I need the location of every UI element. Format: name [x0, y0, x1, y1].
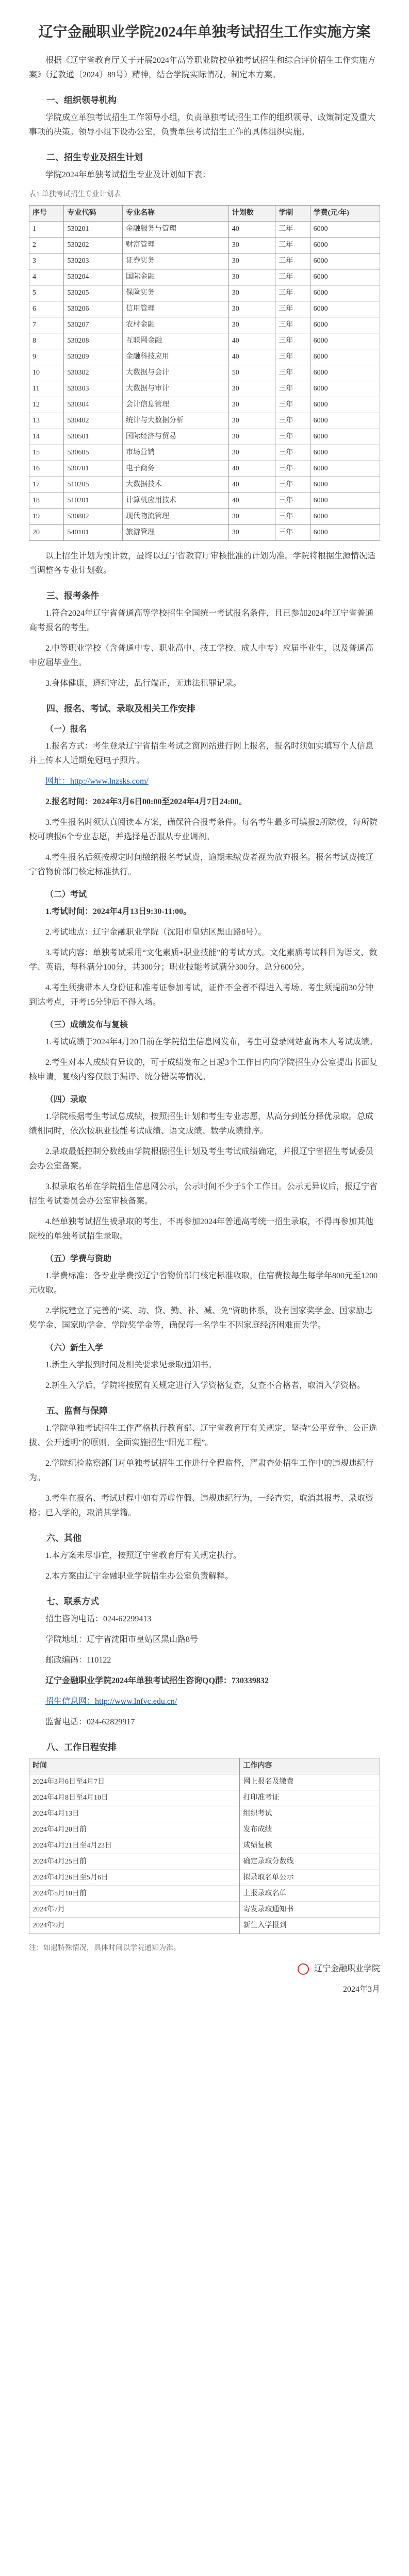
table-cell: 三年 — [275, 238, 310, 253]
table-cell: 19 — [29, 509, 64, 525]
section-paragraph: 1.学院根据考生考试总成绩，按照招生计划和考生专业志愿，从高分到低分择优录取。总成绩相同时，依次按职业技能考试成绩、语文成绩、数学成绩排序。 — [29, 1112, 374, 1136]
table-cell: 530304 — [64, 397, 123, 413]
subsection-heading: （六）新生入学 — [45, 1344, 104, 1352]
table-header-row — [29, 1758, 380, 1774]
table-cell: 6000 — [310, 365, 380, 381]
table-header-cell: 序号 — [29, 206, 64, 222]
table-cell: 6000 — [310, 397, 380, 413]
table-row — [29, 493, 380, 509]
table-cell: 国际经济与贸易 — [123, 429, 229, 445]
subsection-heading: （二）考试 — [45, 890, 87, 899]
table-cell: 30 — [228, 269, 275, 285]
table-cell: 6000 — [310, 445, 380, 461]
table-header-cell: 专业代码 — [64, 206, 123, 222]
section-paragraph: 1.符合2024年辽宁省普通高等学校招生全国统一考试报名条件，且已参加2024年辽宁省普通高考报名的考生。 — [29, 609, 374, 632]
table-row — [29, 445, 380, 461]
table-cell: 三年 — [275, 381, 310, 397]
table-cell: 2024年7月 — [29, 1902, 240, 1918]
table-cell: 40 — [228, 477, 275, 493]
table-cell: 金融服务与管理 — [123, 222, 229, 238]
table-header-cell: 学费(元/年) — [310, 206, 380, 222]
table-cell: 3 — [29, 253, 64, 269]
section-paragraph: 1.新生入学报到时间及相关要求见录取通知书。 — [45, 1361, 217, 1369]
table-cell: 16 — [29, 461, 64, 477]
table-cell: 1 — [29, 222, 64, 238]
program-table-body — [29, 222, 380, 541]
table-header-cell: 学制 — [275, 206, 310, 222]
table-cell: 30 — [228, 509, 275, 525]
table-cell: 国际金融 — [123, 269, 229, 285]
table-cell: 50 — [228, 365, 275, 381]
table-row — [29, 1886, 380, 1902]
table-cell: 6000 — [310, 301, 380, 317]
table-cell: 三年 — [275, 333, 310, 349]
table-cell: 6000 — [310, 413, 380, 429]
table-cell: 20 — [29, 525, 64, 541]
table-cell: 40 — [228, 222, 275, 238]
table-cell: 30 — [228, 285, 275, 301]
table-cell: 6000 — [310, 509, 380, 525]
table-cell: 2024年9月 — [29, 1918, 240, 1934]
table-cell: 2024年4月25日前 — [29, 1854, 240, 1870]
table-row — [29, 509, 380, 525]
table-cell: 40 — [228, 333, 275, 349]
section-paragraph: 2.本方案由辽宁金融职业学院招生办公室负责解释。 — [45, 1572, 234, 1581]
table-cell: 30 — [228, 381, 275, 397]
table-cell: 14 — [29, 429, 64, 445]
table-cell: 6000 — [310, 381, 380, 397]
table-cell: 三年 — [275, 525, 310, 541]
table-row — [29, 238, 380, 253]
table-cell: 530206 — [64, 301, 123, 317]
section-heading: 七、联系方式 — [46, 1597, 99, 1606]
table-cell: 旅游管理 — [123, 525, 229, 541]
subsection-heading: （三）成绩发布与复核 — [45, 1021, 128, 1029]
table-header-cell: 时间 — [29, 1758, 240, 1774]
table-cell: 530203 — [64, 253, 123, 269]
table-cell: 7 — [29, 317, 64, 333]
table-cell: 6000 — [310, 525, 380, 541]
table-cell: 40 — [228, 461, 275, 477]
table-cell: 30 — [228, 429, 275, 445]
table-cell: 三年 — [275, 413, 310, 429]
table-cell: 2024年4月26日至5月6日 — [29, 1870, 240, 1886]
table-cell: 15 — [29, 445, 64, 461]
table-cell: 13 — [29, 413, 64, 429]
table-cell: 现代物流管理 — [123, 509, 229, 525]
contact-line: 辽宁金融职业学院2024年单独考试招生咨询QQ群：730339832 — [45, 1676, 269, 1685]
table-cell: 30 — [228, 238, 275, 253]
table-row — [29, 333, 380, 349]
table-cell: 三年 — [275, 285, 310, 301]
table-cell: 530802 — [64, 509, 123, 525]
table-cell: 互联网金融 — [123, 333, 229, 349]
table-row — [29, 349, 380, 365]
section-paragraph: 2.录取最低控制分数线由学院根据招生计划及考生考试成绩确定，并报辽宁省招生考试委员会办公室备案。 — [29, 1147, 374, 1171]
table-header-cell: 计划数 — [228, 206, 275, 222]
intro-paragraph: 根据《辽宁省教育厅关于开展2024年高等职业院校单独考试招生和综合评价招生工作实施方案》（辽教通〔2024〕89号）精神，结合学院实际情况，制定本方案。 — [29, 56, 376, 79]
table-cell: 6000 — [310, 477, 380, 493]
table-cell: 530605 — [64, 445, 123, 461]
table-row — [29, 1902, 380, 1918]
contact-line: 邮政编码：110122 — [45, 1656, 111, 1665]
table-cell: 30 — [228, 413, 275, 429]
table-cell: 530701 — [64, 461, 123, 477]
table-cell: 8 — [29, 333, 64, 349]
table-cell: 30 — [228, 525, 275, 541]
table-cell: 17 — [29, 477, 64, 493]
section-paragraph: 3.身体健康，遵纪守法，品行端正，无违法犯罪记录。 — [45, 679, 242, 688]
table-row — [29, 269, 380, 285]
section-paragraph: 4.经单独考试招生被录取的考生，不再参加2024年普通高考统一招生录取，不得再参加其他院校的单独考试招生录取。 — [29, 1217, 374, 1241]
table-cell: 12 — [29, 397, 64, 413]
section-heading: 三、报考条件 — [46, 591, 99, 601]
table-cell: 保险实务 — [123, 285, 229, 301]
table-cell: 9 — [29, 349, 64, 365]
table-cell: 6 — [29, 301, 64, 317]
table-cell: 大数据与审计 — [123, 381, 229, 397]
table-cell: 三年 — [275, 445, 310, 461]
subsection-heading: （四）录取 — [45, 1095, 87, 1104]
table-cell: 510201 — [64, 493, 123, 509]
table-cell: 530202 — [64, 238, 123, 253]
schedule-table — [29, 1758, 380, 1934]
table-cell: 寄发录取通知书 — [240, 1902, 380, 1918]
section-paragraph: 3.考试内容：单独考试采用“文化素质+职业技能”的考试方式。文化素质考试科目为语文、数学、英语，每科满分100分，共300分；职业技能考试满分300分。总分600分。 — [29, 948, 378, 972]
section-paragraph: 2.学院纪检监察部门对单独考试招生工作进行全程监督，严肃查处招生工作中的违规违纪行为。 — [29, 1459, 374, 1482]
admissions-website-link[interactable]: 招生信息网：http://www.lnfvc.edu.cn/ — [45, 1697, 177, 1706]
table-cell: 10 — [29, 365, 64, 381]
table-cell: 信用管理 — [123, 301, 229, 317]
table-cell: 2024年3月6日至4月7日 — [29, 1774, 240, 1790]
table-cell: 三年 — [275, 365, 310, 381]
table-cell: 530209 — [64, 349, 123, 365]
table-cell: 30 — [228, 445, 275, 461]
contact-line — [29, 1694, 380, 1709]
table-row — [29, 1854, 380, 1870]
table-cell: 30 — [228, 317, 275, 333]
section-paragraph: 2.中等职业学校（含普通中专、职业高中、技工学校、成人中专）应届毕业生，以及普通高中应届毕业生。 — [29, 644, 374, 667]
table-cell: 530208 — [64, 333, 123, 349]
table-row — [29, 477, 380, 493]
table-cell: 三年 — [275, 397, 310, 413]
table-cell: 确定录取分数线 — [240, 1854, 380, 1870]
table-cell: 18 — [29, 493, 64, 509]
table-cell: 财富管理 — [123, 238, 229, 253]
schedule-footnote: 注：如遇特殊情况，具体时间以学院通知为准。 — [29, 1944, 181, 1952]
seal-icon — [298, 1963, 309, 1975]
table-cell: 农村金融 — [123, 317, 229, 333]
table-cell: 6000 — [310, 429, 380, 445]
table-cell: 三年 — [275, 429, 310, 445]
section-paragraph: 1.报名方式：考生登录辽宁省招生考试之窗网站进行网上报名，报名时须如实填写个人信息并上传本人近期免冠电子照片。 — [29, 742, 374, 765]
table-row — [29, 365, 380, 381]
table-cell: 530207 — [64, 317, 123, 333]
table-cell: 打印准考证 — [240, 1790, 380, 1806]
table-cell: 三年 — [275, 477, 310, 493]
section-paragraph: 2.考生对本人成绩有异议的，可于成绩发布之日起3个工作日内向学院招生办公室提出书面复核申请，复核内容仅限于漏评、统分错误等情况。 — [29, 1058, 378, 1081]
section-paragraph: 1.学费标准：各专业学费按辽宁省物价部门核定标准收取，住宿费按每生每学年800元至1200元收取。 — [29, 1272, 378, 1295]
table-row — [29, 1838, 380, 1854]
table-cell: 530201 — [64, 222, 123, 238]
table-row — [29, 285, 380, 301]
subsection-heading: （一）报名 — [45, 725, 87, 734]
table-cell: 6000 — [310, 349, 380, 365]
table-cell: 市场营销 — [123, 445, 229, 461]
table-cell: 530302 — [64, 365, 123, 381]
table-cell: 30 — [228, 301, 275, 317]
table-cell: 拟录取名单公示 — [240, 1870, 380, 1886]
table-cell: 11 — [29, 381, 64, 397]
table-cell: 2024年4月13日 — [29, 1806, 240, 1822]
table-row — [29, 1918, 380, 1934]
table-cell: 计算机应用技术 — [123, 493, 229, 509]
section-heading: 八、工作日程安排 — [46, 1742, 117, 1752]
table-cell: 三年 — [275, 509, 310, 525]
section-paragraph: 1.学院单独考试招生工作严格执行教育部、辽宁省教育厅有关规定，坚持“公平竞争、公正选拔、公开透明”的原则，全面实施招生“阳光工程”。 — [29, 1424, 378, 1447]
table-row — [29, 1774, 380, 1790]
table-cell: 6000 — [310, 222, 380, 238]
table-caption: 表1 单独考试招生专业计划表 — [29, 191, 121, 198]
table-cell: 530204 — [64, 269, 123, 285]
section-heading: 一、组织领导机构 — [46, 95, 117, 105]
table-cell: 三年 — [275, 349, 310, 365]
table-cell: 530303 — [64, 381, 123, 397]
section-heading: 二、招生专业及招生计划 — [46, 152, 143, 162]
section-paragraph: 2.学院建立了完善的“奖、助、贷、勤、补、减、免”资助体系，设有国家奖学金、国家励志奖学金、国家助学金、学院奖学金等，确保每一名学生不因家庭经济困难而失学。 — [29, 1307, 373, 1330]
table-cell: 成绩复核 — [240, 1838, 380, 1854]
section-heading: 六、其他 — [46, 1533, 81, 1543]
section-paragraph: 1.考试成绩于2024年4月20日前在学院招生信息网发布，考生可登录网站查询本人考试成绩。 — [45, 1038, 378, 1046]
table-cell: 三年 — [275, 301, 310, 317]
program-table — [29, 205, 380, 541]
table-cell: 2 — [29, 238, 64, 253]
table-cell: 三年 — [275, 461, 310, 477]
table-cell: 30 — [228, 397, 275, 413]
table-row — [29, 1870, 380, 1886]
table-row — [29, 1790, 380, 1806]
table-cell: 会计信息管理 — [123, 397, 229, 413]
table-cell: 530205 — [64, 285, 123, 301]
table-cell: 540101 — [64, 525, 123, 541]
contact-line: 学院地址：辽宁省沈阳市皇姑区黑山路8号 — [45, 1635, 199, 1644]
section-paragraph: 3.考生报名时须认真阅读本方案，确保符合报考条件。每名考生最多可填报2所院校，每所院校可填报6个专业志愿，并选择是否服从专业调剂。 — [29, 818, 378, 841]
section-paragraph: 学院成立单独考试招生工作领导小组，负责单独考试招生工作的组织领导、政策制定及重大事项的决策。领导小组下设办公室，负责单独考试招生工作的具体组织实施。 — [29, 113, 376, 137]
table-row — [29, 1806, 380, 1822]
table-cell: 发布成绩 — [240, 1822, 380, 1838]
table-cell: 2024年4月8日至4月10日 — [29, 1790, 240, 1806]
section-paragraph: 4.考生须携带本人身份证和准考证参加考试，证件不全者不得进入考场。考生须提前30分钟到达考点，开考15分钟后不得入场。 — [29, 984, 374, 1007]
table-cell: 40 — [228, 349, 275, 365]
table-row — [29, 413, 380, 429]
footer-org — [29, 1962, 380, 1976]
table-cell: 大数据技术 — [123, 477, 229, 493]
table-cell: 6000 — [310, 461, 380, 477]
table-row — [29, 317, 380, 333]
table-cell: 6000 — [310, 493, 380, 509]
registration-link[interactable]: 网址：http://www.lnzsks.com/ — [45, 777, 149, 786]
table-header-cell: 工作内容 — [240, 1758, 380, 1774]
table-header-cell: 专业名称 — [123, 206, 229, 222]
page-title: 辽宁金融职业学院2024年单独考试招生工作实施方案 — [38, 24, 371, 40]
section-paragraph: 3.考生在报名、考试过程中如有弄虚作假、违规违纪行为，一经查实，取消其报考、录取资格；已入学的，取消其学籍。 — [29, 1494, 374, 1517]
section-paragraph: 3.拟录取名单在学院招生信息网公示，公示时间不少于5个工作日。公示无异议后，报辽宁省招生考试委员会办公室审核备案。 — [29, 1182, 378, 1206]
subsection-heading: （五）学费与资助 — [45, 1255, 112, 1263]
table-cell: 网上报名及缴费 — [240, 1774, 380, 1790]
table-cell: 大数据与会计 — [123, 365, 229, 381]
section-paragraph: 4.考生报名后须按规定时间缴纳报名考试费，逾期未缴费者视为放弃报名。报名考试费按辽宁省物价部门核定标准执行。 — [29, 853, 374, 876]
section-heading: 五、监督与保障 — [46, 1406, 108, 1416]
table-cell: 新生入学报到 — [240, 1918, 380, 1934]
contact-line: 招生咨询电话：024-62299413 — [45, 1615, 152, 1623]
footer-date: 2024年3月 — [342, 1985, 380, 1994]
schedule-table-body — [29, 1774, 380, 1934]
footer-org-name: 辽宁金融职业学院 — [314, 1964, 380, 1973]
table-cell: 电子商务 — [123, 461, 229, 477]
table-row — [29, 381, 380, 397]
table-row — [29, 301, 380, 317]
table-cell: 2024年5月10日前 — [29, 1886, 240, 1902]
table-row — [29, 1822, 380, 1838]
table-cell: 三年 — [275, 222, 310, 238]
table-cell: 证券实务 — [123, 253, 229, 269]
table-row — [29, 429, 380, 445]
table-cell: 530402 — [64, 413, 123, 429]
link-paragraph — [29, 774, 380, 789]
table-row — [29, 397, 380, 413]
section-paragraph: 2.新生入学后，学院将按照有关规定进行入学资格复查，复查不合格者，取消入学资格。 — [45, 1381, 366, 1390]
table-cell: 40 — [228, 493, 275, 509]
table-cell: 三年 — [275, 253, 310, 269]
table-cell: 510205 — [64, 477, 123, 493]
section-paragraph: 以上招生计划为预计数，最终以辽宁省教育厅审核批准的计划为准。学院将根据生源情况适当调整各专业计划数。 — [29, 552, 376, 575]
table-row — [29, 525, 380, 541]
table-cell: 三年 — [275, 269, 310, 285]
table-cell: 2024年4月20日前 — [29, 1822, 240, 1838]
table-cell: 三年 — [275, 317, 310, 333]
table-cell: 6000 — [310, 238, 380, 253]
section-paragraph: 学院2024年单独考试招生专业及计划如下表： — [45, 171, 211, 179]
section-paragraph: 1.本方案未尽事宜，按照辽宁省教育厅有关规定执行。 — [45, 1551, 242, 1560]
contact-line: 监督电话：024-62829917 — [45, 1718, 135, 1726]
table-cell: 6000 — [310, 333, 380, 349]
table-cell: 6000 — [310, 253, 380, 269]
table-cell: 5 — [29, 285, 64, 301]
table-cell: 6000 — [310, 317, 380, 333]
section-paragraph: 1.考试时间：2024年4月13日9:30-11:00。 — [45, 907, 192, 916]
table-row — [29, 461, 380, 477]
table-cell: 6000 — [310, 269, 380, 285]
table-cell: 4 — [29, 269, 64, 285]
table-cell: 上报录取名单 — [240, 1886, 380, 1902]
table-cell: 6000 — [310, 285, 380, 301]
table-cell: 530501 — [64, 429, 123, 445]
table-cell: 2024年4月21日至4月23日 — [29, 1838, 240, 1854]
section-paragraph: 2.报名时间：2024年3月6日00:00至2024年4月7日24:00。 — [45, 798, 247, 806]
table-cell: 30 — [228, 253, 275, 269]
table-cell: 统计与大数据分析 — [123, 413, 229, 429]
table-cell: 三年 — [275, 493, 310, 509]
section-paragraph: 2.考试地点：辽宁金融职业学院（沈阳市皇姑区黑山路8号）。 — [45, 928, 267, 937]
table-header-row — [29, 206, 380, 222]
table-row — [29, 222, 380, 238]
table-cell: 金融科技应用 — [123, 349, 229, 365]
section-heading: 四、报名、考试、录取及相关工作安排 — [46, 704, 195, 714]
table-row — [29, 253, 380, 269]
table-cell: 组织考试 — [240, 1806, 380, 1822]
